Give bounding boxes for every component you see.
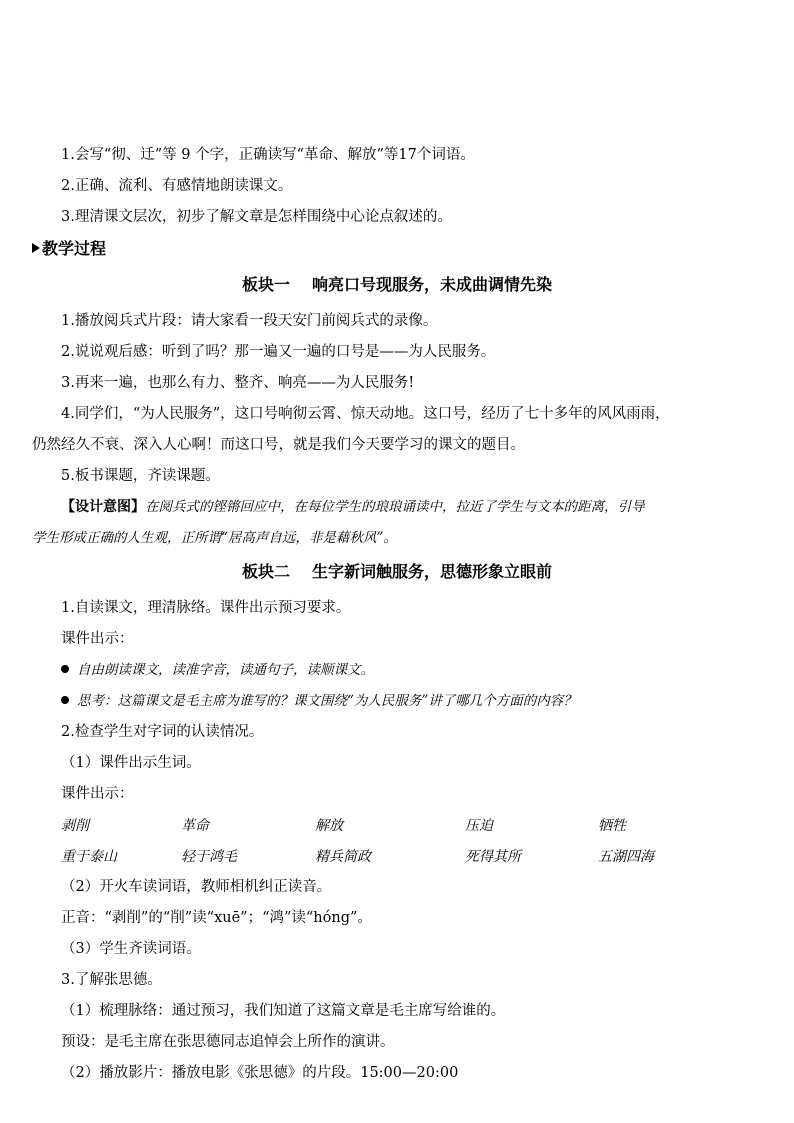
block1-step-4: 4.同学们，“为人民服务”，这口号响彻云霄、惊天动地。这口号，经历了七十多年的风风雨雨， xyxy=(61,406,670,422)
block2-title xyxy=(0,561,794,583)
block1-step-4-cont: 仍然经久不衰、深入人心啊！而这口号，就是我们今天要学习的课文的题目。 xyxy=(32,437,525,453)
block2-line-12: （1）梳理脉络：通过预习，我们知道了这篇文章是毛主席写给谁的。 xyxy=(61,1003,506,1019)
word-list-row-2 xyxy=(61,846,701,866)
word-item: 剥削 xyxy=(61,818,89,834)
block1-step-1: 1.播放阅兵式片段：请大家看一段天安门前阅兵式的录像。 xyxy=(61,313,438,329)
block2-title-text: 生字新词触服务，思德形象立眼前 xyxy=(312,562,553,581)
design-intent-text-1: 在阅兵式的铿锵回应中，在每位学生的琅琅诵读中，拉近了学生与文本的距离，引导 xyxy=(145,499,645,515)
word-item: 牺牲 xyxy=(598,818,626,834)
design-intent-line1 xyxy=(61,497,645,517)
bullet-item-2-text: 思考：这篇课文是毛主席为谁写的？课文围绕“为人民服务”讲了哪几个方面的内容？ xyxy=(77,693,577,709)
block2-line-9: 正音：“剥削”的“削”读“xuē”；“鸿”读“hóng”。 xyxy=(61,910,372,926)
block2-line-13: 预设：是毛主席在张思德同志追悼会上所作的演讲。 xyxy=(61,1034,395,1050)
block2-line-5: 2.检查学生对字词的认读情况。 xyxy=(61,724,264,740)
block2-line-2: 课件出示： xyxy=(61,631,134,647)
word-item: 压迫 xyxy=(465,818,493,834)
block1-step-3: 3.再来一遍，也那么有力、整齐、响亮——为人民服务! xyxy=(61,375,415,391)
block1-title-text: 响亮口号现服务，未成曲调情先染 xyxy=(312,275,553,294)
bullet-item-1 xyxy=(61,660,374,680)
bullet-item-1-text: 自由朗读课文，读准字音，读通句子，读顺课文。 xyxy=(77,662,374,678)
block2-line-1: 1.自读课文，理清脉络。课件出示预习要求。 xyxy=(61,600,351,616)
triangle-bullet-icon xyxy=(32,243,40,253)
word-list-row-1 xyxy=(61,815,701,835)
block2-line-6: （1）课件出示生词。 xyxy=(61,755,201,771)
bullet-icon xyxy=(61,665,69,673)
block1-step-5: 5.板书课题，齐读课题。 xyxy=(61,468,220,484)
block1-title xyxy=(0,274,794,296)
objective-1: 1.会写“彻、迁”等 9 个字，正确读写“革命、解放”等17个词语。 xyxy=(61,147,475,163)
objective-2: 2.正确、流利、有感情地朗读课文。 xyxy=(61,178,293,194)
block2-line-7: 课件出示： xyxy=(61,786,134,802)
design-intent-line2: 学生形成正确的人生观，正所谓“居高声自远，非是藉秋风”。 xyxy=(32,530,397,546)
word-item: 死得其所 xyxy=(465,849,521,865)
block2-title-number: 板块二 xyxy=(241,562,290,581)
word-item: 五湖四海 xyxy=(598,849,654,865)
word-item: 精兵简政 xyxy=(315,849,371,865)
word-item: 革命 xyxy=(181,818,209,834)
block2-line-8: （2）开火车读词语，教师相机纠正读音。 xyxy=(61,879,332,895)
block1-step-2: 2.说说观后感：听到了吗？那一遍又一遍的口号是——为人民服务。 xyxy=(61,344,496,360)
block2-line-11: 3.了解张思德。 xyxy=(61,972,162,988)
block2-line-14: （2）播放影片：播放电影《张思德》的片段。15:00—20:00 xyxy=(61,1065,459,1081)
block2-line-10: （3）学生齐读词语。 xyxy=(61,941,201,957)
word-item: 解放 xyxy=(315,818,343,834)
block1-title-number: 板块一 xyxy=(241,275,290,294)
word-item: 轻于鸿毛 xyxy=(181,849,237,865)
bullet-icon xyxy=(61,696,69,704)
word-item: 重于泰山 xyxy=(61,849,117,865)
process-heading-text: 教学过程 xyxy=(42,239,107,258)
design-intent-label: 【设计意图】 xyxy=(61,499,145,515)
bullet-item-2 xyxy=(61,691,577,711)
objective-3: 3.理清课文层次，初步了解文章是怎样围绕中心论点叙述的。 xyxy=(61,209,452,225)
process-heading xyxy=(32,238,106,260)
